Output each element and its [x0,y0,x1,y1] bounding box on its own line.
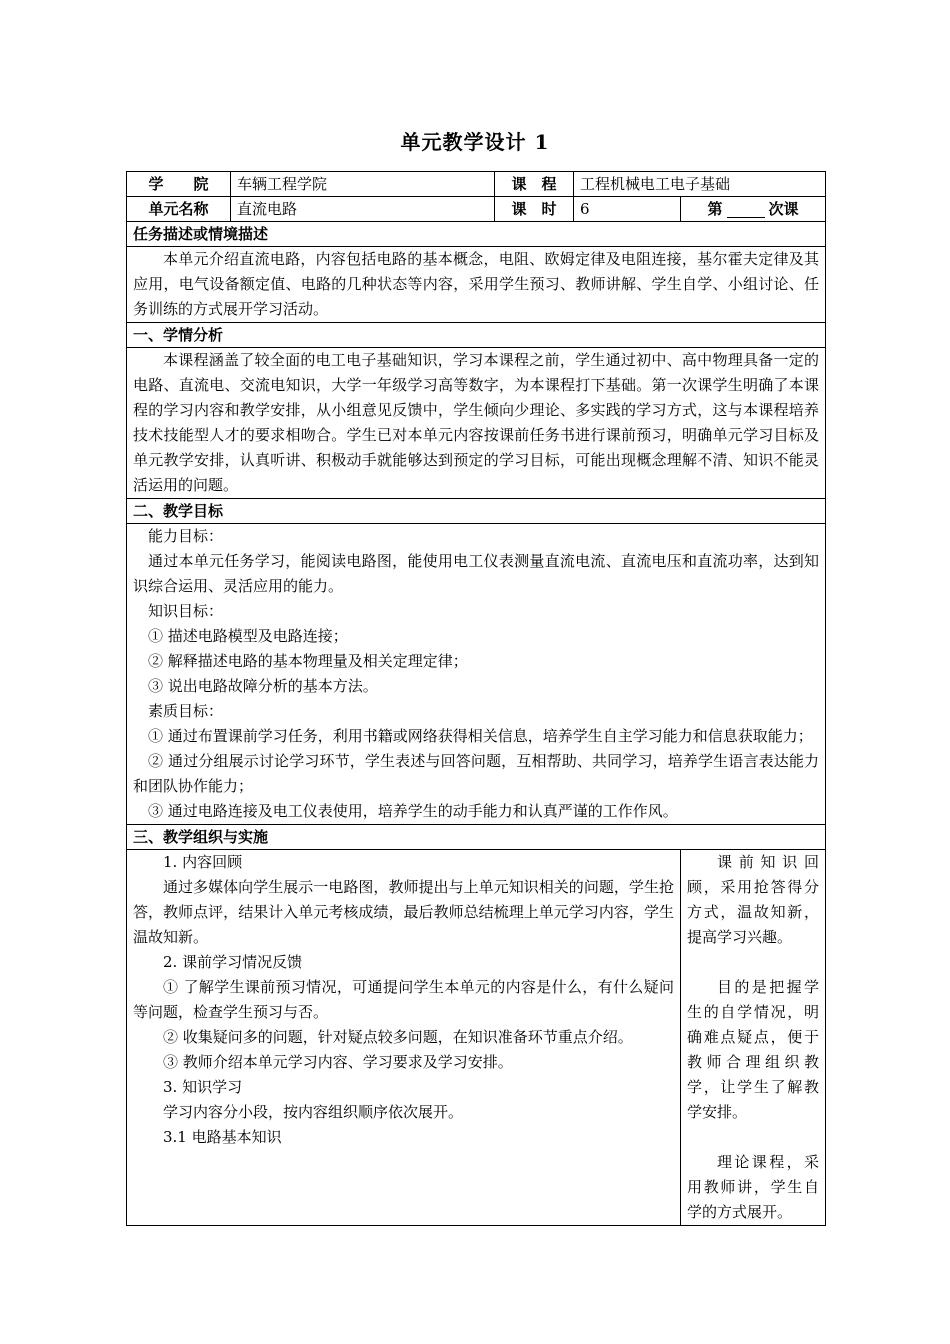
step31-title: 3.1 电路基本知识 [163,1128,282,1146]
knowledge-item-1: ① 描述电路模型及电路连接； [148,627,348,645]
task-description [127,247,826,323]
task-text: 本单元介绍直流电路，内容包括电路的基本概念，电阻、欧姆定律及电阻连接，基尔霍夫定律及其应用，电气设备额定值、电路的几种状态等内容，采用学生预习、教师讲解、学生自学、小组讨论、任务训练的方式展开学习活动。 [133,250,820,318]
college-label: 学 院 [127,172,231,197]
knowledge-item-2: ② 解释描述电路的基本物理量及相关定理定律； [148,652,468,670]
step2-item-1: ① 了解学生课前预习情况，可通提问学生本单元的内容是什么，有什么疑问等问题，检查学生预习与否。 [133,978,674,1021]
note-spacer-1 [687,950,819,975]
ability-text: 通过本单元任务学习，能阅读电路图，能使用电工仪表测量直流电流、直流电压和直流功率，达到知识综合运用、灵活应用的能力。 [133,552,820,595]
note-2: 目的是把握学生的自学情况，明确难点疑点，便于教师合理组织教学，让学生了解教学安排。 [687,978,820,1121]
unit-name-value: 直流电路 [231,197,495,222]
analysis-body [127,348,826,499]
note-spacer-2 [687,1125,819,1150]
quality-label: 素质目标： [148,702,224,720]
step2-item-2: ② 收集疑问多的问题，针对疑点较多问题，在知识准备环节重点介绍。 [163,1028,633,1046]
session-number [681,197,826,222]
session-suffix: 次课 [768,200,799,218]
step2-item-3: ③ 教师介绍本单元学习内容、学习要求及学习安排。 [163,1053,513,1071]
unit-name-label: 单元名称 [127,197,231,222]
quality-item-2: ② 通过分组展示讨论学习环节，学生表述与回答问题，互相帮助、共同学习，培养学生语言表达能力和团队协作能力； [133,752,820,795]
analysis-text: 本课程涵盖了较全面的电工电子基础知识，学习本课程之前，学生通过初中、高中物理具备一定的电路、直流电、交流电知识，大学一年级学习高等数字，为本课程打下基础。第一次课学生明确了本课程的学习内容和教学安排，从小组意见反馈中，学生倾向少理论、多实践的学习方式，这与本课程培养技术技能型人才的要求相吻合。学生已对本单元内容按课前任务书进行课前预习，明确单元学习目标及单元教学安排，认真听讲、积极动手就能够达到预定的学习目标，可能出现概念理解不清、知识不能灵活运用的问题。 [133,351,820,494]
analysis-heading: 一、学情分析 [127,323,826,348]
note-3: 理论课程，采用教师讲，学生自学的方式展开。 [687,1153,820,1221]
note-1: 课前知识回顾，采用抢答得分方式，温故知新，提高学习兴趣。 [687,853,820,946]
unit-design-table [126,171,825,1226]
ability-label: 能力目标： [148,527,224,545]
page-title: 单元教学设计 1 [400,130,550,154]
step3-title: 3. 知识学习 [163,1078,243,1096]
hours-label: 课 时 [495,197,574,222]
goals-heading: 二、教学目标 [127,499,826,524]
hours-value: 6 [574,197,681,222]
course-value: 工程机械电工电子基础 [574,172,826,197]
task-heading: 任务描述或情境描述 [127,222,826,247]
implementation-notes [681,850,826,1226]
quality-item-1: ① 通过布置课前学习任务，利用书籍或网络获得相关信息，培养学生自主学习能力和信息获取能力； [148,727,813,745]
session-blank [727,203,765,218]
session-prefix: 第 [707,200,723,218]
knowledge-item-3: ③ 说出电路故障分析的基本方法。 [148,677,378,695]
implementation-heading: 三、教学组织与实施 [127,825,826,850]
college-value: 车辆工程学院 [231,172,495,197]
step1-title: 1. 内容回顾 [163,853,243,871]
knowledge-label: 知识目标： [148,602,224,620]
course-label: 课 程 [495,172,574,197]
step3-text: 学习内容分小段，按内容组织顺序依次展开。 [163,1103,464,1121]
goals-body [127,524,826,825]
implementation-steps [127,850,681,1226]
quality-item-3: ③ 通过电路连接及电工仪表使用，培养学生的动手能力和认真严谨的工作作风。 [148,802,678,820]
step1-text: 通过多媒体向学生展示一电路图，教师提出与上单元知识相关的问题，学生抢答，教师点评，结果计入单元考核成绩，最后教师总结梳理上单元学习内容，学生温故知新。 [133,878,674,946]
step2-title: 2. 课前学习情况反馈 [163,953,303,971]
